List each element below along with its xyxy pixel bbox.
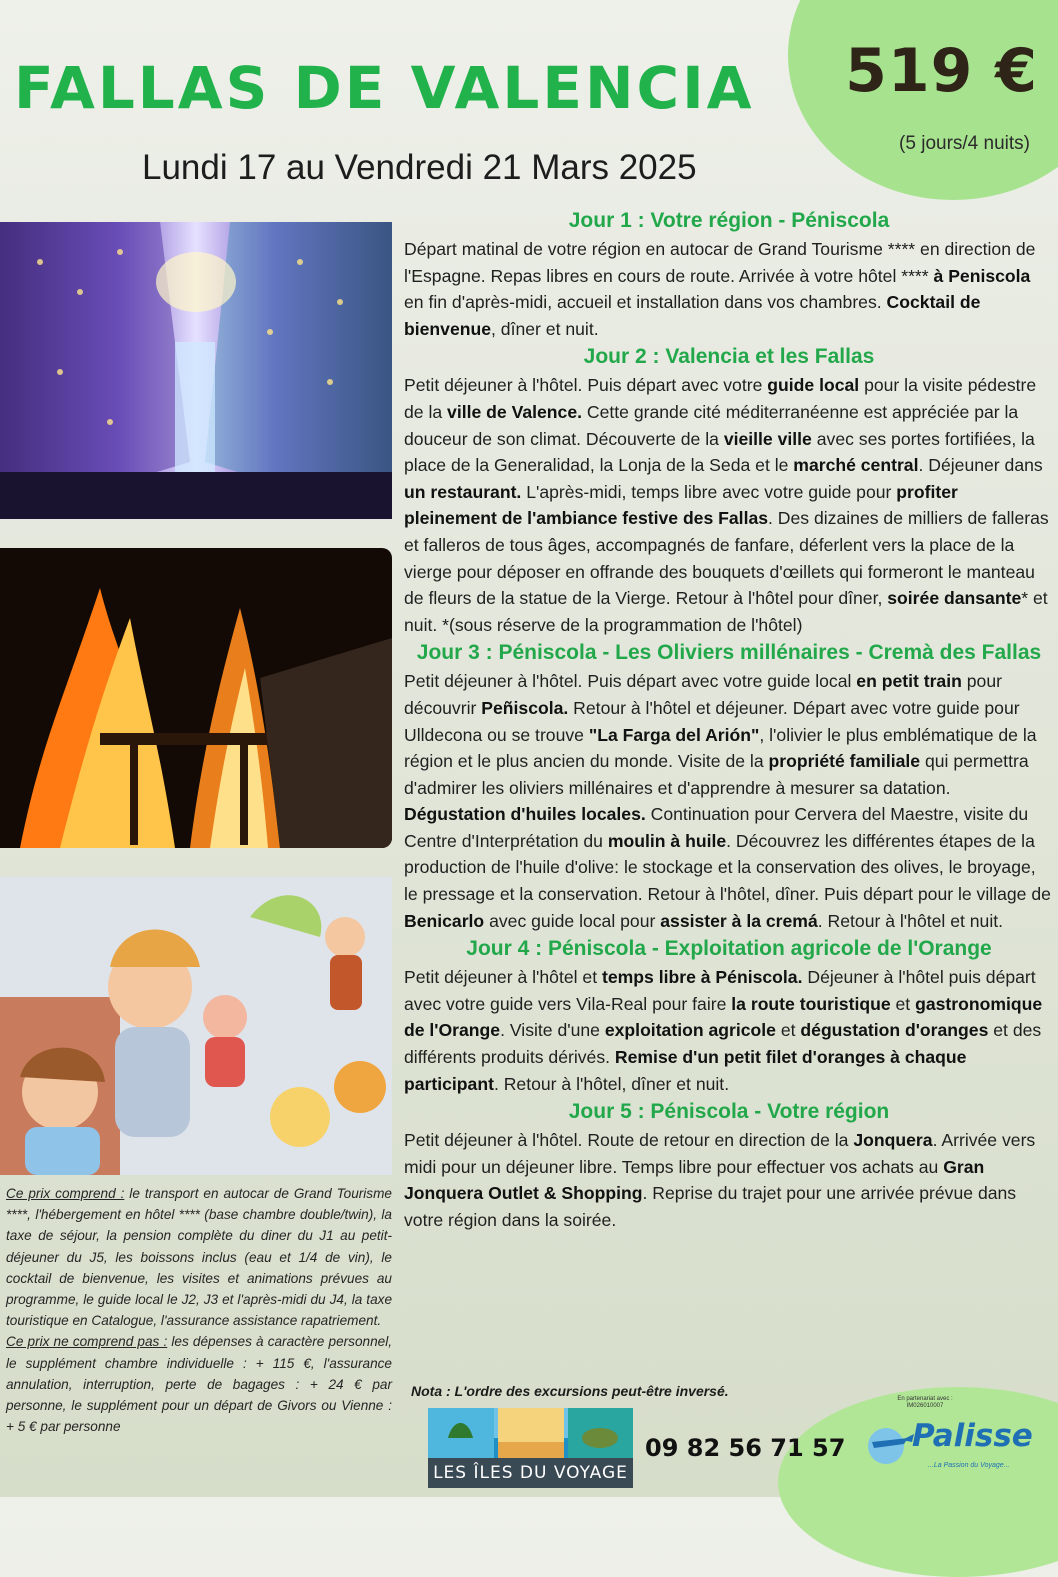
body-text: Continuation pour Cervera del Maestre, visite du Centre d'Interprétation du bbox=[404, 804, 1029, 851]
body-text: en fin d'après-midi, accueil et installation dans vos chambres. bbox=[404, 292, 887, 313]
body-text: et des différents produits dérivés. bbox=[404, 1020, 1042, 1068]
day-title: Jour 5 : Péniscola - Votre région bbox=[568, 1100, 890, 1124]
body-text: et bbox=[890, 993, 916, 1014]
falla-figures-photo bbox=[0, 877, 392, 1175]
highlight-text: la route touristique bbox=[731, 993, 891, 1014]
body-text: , l'olivier le plus emblématique de la région et le plus ancien du monde. Visite de la bbox=[404, 724, 1037, 772]
body-text: Petit déjeuner à l'hôtel et bbox=[404, 967, 602, 988]
body-text: * et nuit. *(sous réserve de la programmation de l'hôtel) bbox=[404, 588, 1048, 635]
partner-tagline: ...La Passion du Voyage... bbox=[928, 1462, 1010, 1469]
body-text: Petit déjeuner à l'hôtel. Puis départ avec votre bbox=[404, 375, 768, 396]
highlight-text: Jonquera bbox=[853, 1130, 933, 1151]
nota: Nota : L'ordre des excursions peut-être inversé. bbox=[411, 1383, 729, 1399]
body-text: Départ matinal de votre région en autocar de Grand Tourisme **** en direction de l'Espagne. Repas libres en cours de route. Arrivée à votre hôtel **** bbox=[404, 239, 1036, 286]
excludes-text: les dépenses à caractère personnel, le supplément chambre individuelle : + 115 €, l'assurance annulation, interruption, perte de bagages : + 24 € par personne, le supplément pour un départ de Givors ou Vienne : + 5 € par personne bbox=[6, 1334, 392, 1435]
day-title: Jour 3 : Péniscola - Les Oliviers millénaires - Cremà des Fallas bbox=[416, 641, 1042, 665]
day-title: Jour 4 : Péniscola - Exploitation agricole de l'Orange bbox=[466, 937, 992, 961]
highlight-text: soirée dansante bbox=[887, 588, 1022, 609]
day-3 bbox=[404, 638, 1054, 934]
highlight-text: Dégustation d'huiles locales. bbox=[404, 804, 646, 825]
burning-falla-photo bbox=[0, 548, 392, 848]
body-text: avec ses portes fortifiées, la place de la Generalidad, la Lonja de la Seda et le bbox=[404, 428, 1035, 476]
highlight-text: moulin à huile bbox=[607, 830, 727, 851]
price-conditions bbox=[6, 1183, 392, 1437]
phone-number[interactable]: 09 82 56 71 57 bbox=[645, 1434, 846, 1462]
highlight-text: "La Farga del Arión" bbox=[588, 724, 760, 745]
price-includes bbox=[6, 1183, 392, 1331]
partner-note: En partenariat avec : IM026010007 bbox=[897, 1396, 953, 1409]
day-5 bbox=[404, 1097, 1054, 1233]
body-text: et bbox=[775, 1020, 801, 1041]
day-description bbox=[404, 372, 1054, 638]
price-excludes bbox=[6, 1331, 392, 1437]
trip-dates: Lundi 17 au Vendredi 21 Mars 2025 bbox=[142, 148, 697, 187]
body-text: Petit déjeuner à l'hôtel. Puis départ avec votre guide local bbox=[404, 671, 857, 692]
body-text: qui permettra d'admirer les oliviers millénaires et d'apprendre à mesurer sa datation. bbox=[404, 751, 1029, 798]
highlight-text: Peñiscola. bbox=[481, 697, 569, 718]
day-description bbox=[404, 236, 1054, 342]
day-description bbox=[404, 668, 1054, 934]
body-text: Retour à l'hôtel et déjeuner. Départ avec votre guide pour Ulldecona ou se trouve bbox=[404, 697, 1020, 745]
partner-name: Palisse bbox=[912, 1418, 1033, 1454]
body-text: Cette grande cité méditerranéenne est appréciée par la douceur de son climat. Découverte de la bbox=[404, 401, 1019, 449]
includes-text: le transport en autocar de Grand Tourisme ****, l'hébergement en hôtel **** (base chambre double/twin), la taxe de séjour, la pension complète du diner du J1 au petit-déjeuner du J5, les boissons inclus (eau et 1/4 de vin), le cocktail de bienvenue, les visites et animations prévues au programme, le guide local le J2, J3 et l'après-midi du J4, la taxe touristique en Catalogue, l'assurance assistance rapatriement. bbox=[6, 1186, 392, 1329]
highlight-text: Benicarlo bbox=[404, 910, 485, 931]
day-1 bbox=[404, 206, 1054, 342]
highlight-text: vieille ville bbox=[723, 428, 812, 449]
excludes-label: Ce prix ne comprend pas : bbox=[6, 1334, 168, 1350]
highlight-text: gastronomique de l'Orange bbox=[404, 993, 1043, 1041]
highlight-text: à Peniscola bbox=[933, 265, 1031, 286]
day-description bbox=[404, 964, 1054, 1097]
body-text: . Arrivée vers midi pour un déjeuner libre. Temps libre pour effectuer vos achats au bbox=[404, 1130, 1036, 1177]
body-text: Déjeuner à l'hôtel puis départ avec votre guide vers Vila-Real pour faire bbox=[404, 967, 1036, 1014]
street-lights-photo bbox=[0, 222, 392, 519]
includes-label: Ce prix comprend : bbox=[6, 1186, 125, 1201]
highlight-text: un restaurant. bbox=[404, 481, 522, 502]
highlight-text: profiter pleinement de l'ambiance festive des Fallas bbox=[404, 481, 958, 529]
body-text: L'après-midi, temps libre avec votre guide pour bbox=[521, 481, 897, 502]
highlight-text: exploitation agricole bbox=[604, 1020, 776, 1041]
body-text: , dîner et nuit. bbox=[491, 318, 599, 339]
highlight-text: Remise d'un petit filet d'oranges à chaque participant bbox=[404, 1047, 967, 1094]
highlight-text: temps libre à Péniscola. bbox=[602, 967, 803, 988]
body-text: avec guide local pour bbox=[484, 910, 661, 931]
price: 519 € bbox=[845, 36, 1038, 106]
body-text: . Retour à l'hôtel et nuit. bbox=[817, 910, 1004, 931]
page-title: FALLAS DE VALENCIA bbox=[14, 54, 755, 122]
day-4 bbox=[404, 934, 1054, 1097]
body-text: . Des dizaines de milliers de falleras et falleros de tous âges, accompagnés de fanfare, déferlent vers la place de la vierge pour déposer en offrande des bouquets d'œillets qui formeront le manteau de fleurs de la statue de la Vierge. Retour à l'hôtel pour dîner, bbox=[404, 508, 1049, 609]
duration: (5 jours/4 nuits) bbox=[899, 133, 1030, 154]
body-text: pour découvrir bbox=[404, 671, 1002, 718]
body-text: . Déjeuner dans bbox=[918, 455, 1043, 476]
highlight-text: ville de Valence. bbox=[447, 401, 583, 422]
day-2 bbox=[404, 342, 1054, 638]
body-text: . Visite d'une bbox=[500, 1020, 605, 1041]
body-text: pour la visite pédestre de la bbox=[404, 375, 1037, 422]
day-title: Jour 1 : Votre région - Péniscola bbox=[568, 209, 890, 232]
highlight-text: propriété familiale bbox=[768, 751, 921, 772]
day-description bbox=[404, 1127, 1054, 1233]
highlight-text: guide local bbox=[767, 375, 860, 396]
highlight-text: marché central bbox=[793, 455, 919, 476]
highlight-text: en petit train bbox=[856, 671, 962, 692]
itinerary bbox=[404, 206, 1054, 1234]
highlight-text: Cocktail de bienvenue bbox=[404, 292, 981, 339]
day-title: Jour 2 : Valencia et les Fallas bbox=[583, 345, 875, 369]
highlight-text: Gran Jonquera Outlet & Shopping bbox=[404, 1156, 985, 1204]
highlight-text: assister à la cremá bbox=[660, 910, 818, 931]
body-text: . Découvrez les différentes étapes de la production de l'huile d'olive: le stockage et la conservation des olives, le broyage, le pressage et la conservation. Retour à l'hôtel, dîner. Puis départ pour le village de bbox=[404, 830, 1051, 905]
body-text: Petit déjeuner à l'hôtel. Route de retour en direction de la bbox=[404, 1130, 854, 1151]
body-text: . Retour à l'hôtel, dîner et nuit. bbox=[493, 1073, 730, 1094]
body-text: . Reprise du trajet pour une arrivée prévue dans votre région dans la soirée. bbox=[404, 1183, 1017, 1230]
agency-name: LES ÎLES DU VOYAGE bbox=[428, 1458, 633, 1488]
highlight-text: dégustation d'oranges bbox=[800, 1020, 989, 1041]
